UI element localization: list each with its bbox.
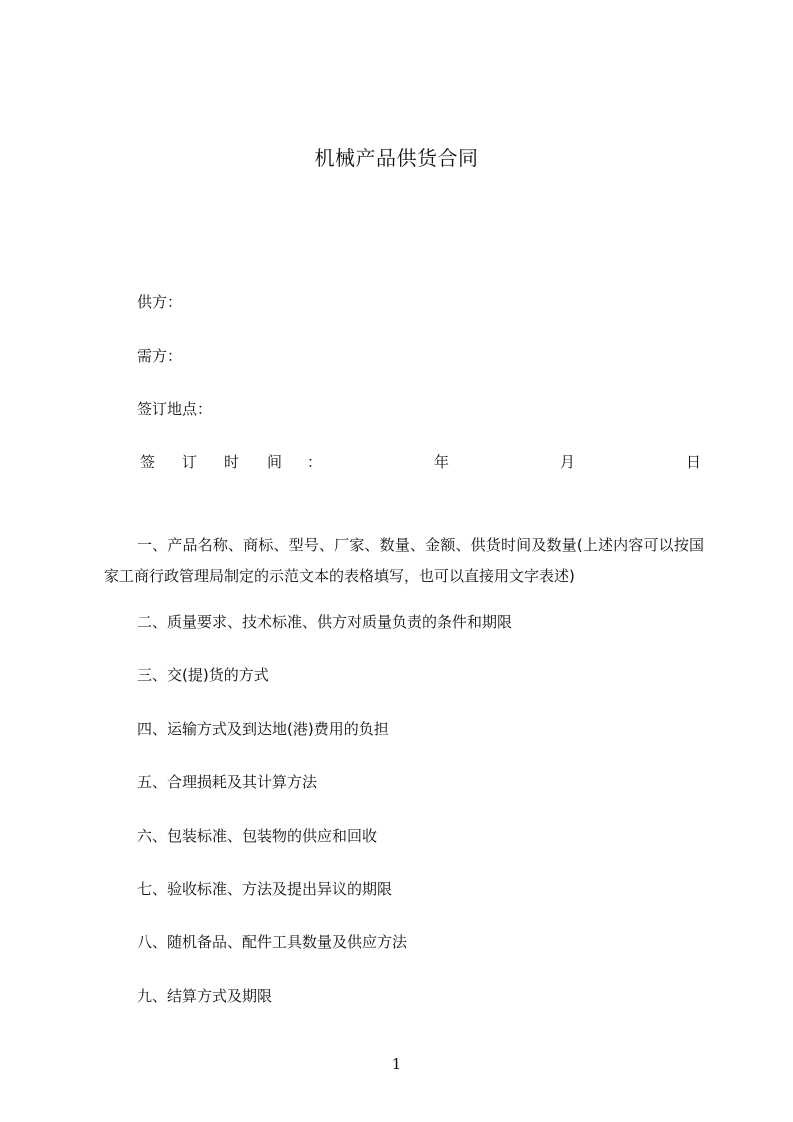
sign-time-year: 年 [434, 453, 450, 471]
clause-9: 九、结算方式及期限 [137, 987, 273, 1005]
sign-time-day: 日 [686, 453, 702, 471]
buyer-field: 需方： [137, 347, 183, 365]
clause-7: 七、验收标准、方法及提出异议的期限 [137, 880, 393, 898]
sign-time-label-char: 订 [182, 453, 198, 471]
sign-time-label-char: 时 [224, 453, 240, 471]
page-number: 1 [391, 1055, 402, 1073]
clause-2: 二、质量要求、技术标准、供方对质量负责的条件和期限 [137, 613, 513, 631]
sign-place-field: 签订地点： [137, 400, 213, 418]
document-title: 机械产品供货合同 [314, 146, 479, 170]
sign-time-month: 月 [560, 453, 576, 471]
clause-1: 一、产品名称、商标、型号、厂家、数量、金额、供货时间及数量(上述内容可以按国家工商行政管理局制定的示范文本的表格填写，也可以直接用文字表述) [104, 536, 704, 585]
sign-time-colon: ： [307, 453, 323, 471]
clause-6: 六、包装标准、包装物的供应和回收 [137, 827, 378, 845]
clause-4: 四、运输方式及到达地(港)费用的负担 [137, 720, 389, 738]
sign-time-label-char: 间 [267, 453, 283, 471]
sign-time-label-char: 签 [140, 453, 156, 471]
sign-time-row [137, 451, 705, 473]
clause-8: 八、随机备品、配件工具数量及供应方法 [137, 933, 408, 951]
clause-3: 三、交(提)货的方式 [137, 666, 269, 684]
supplier-field: 供方： [137, 293, 183, 311]
clause-5: 五、合理损耗及其计算方法 [137, 773, 318, 791]
